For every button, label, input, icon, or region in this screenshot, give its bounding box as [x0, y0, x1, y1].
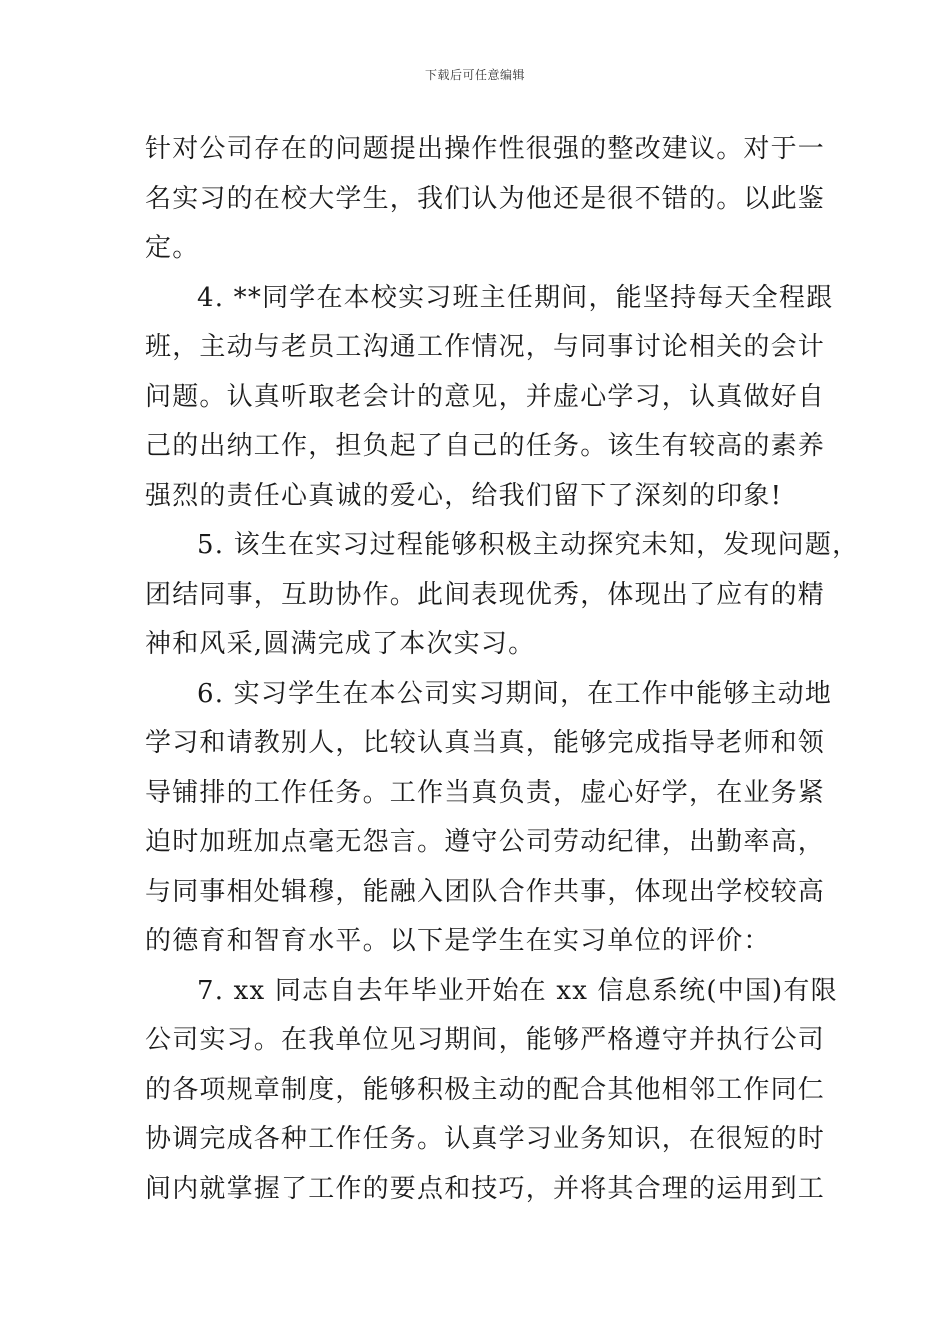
text-line: 名实习的在校大学生，我们认为他还是很不错的。以此鉴	[145, 183, 826, 214]
text-line: 5. 该生在实习过程能够积极主动探究未知，发现问题，	[197, 530, 860, 560]
text-line: 间内就掌握了工作的要点和技巧，并将其合理的运用到工	[145, 1173, 826, 1204]
text-line: 与同事相处辑穆，能融入团队合作共事，体现出学校较高	[145, 876, 826, 907]
text-line: 问题。认真听取老会计的意见，并虚心学习，认真做好自	[145, 381, 826, 412]
text-line: 己的出纳工作，担负起了自己的任务。该生有较高的素养	[145, 431, 826, 461]
text-line: 定。	[145, 233, 200, 263]
text-line: 迫时加班加点毫无怨言。遵守公司劳动纪律，出勤率高，	[145, 827, 826, 857]
text-line: 针对公司存在的问题提出操作性很强的整改建议。对于一	[145, 134, 826, 164]
text-line: 的德育和智育水平。以下是学生在实习单位的评价：	[145, 926, 771, 956]
text-line: 的各项规章制度，能够积极主动的配合其他相邻工作同仁	[145, 1074, 826, 1105]
text-line: 团结同事，互助协作。此间表现优秀，体现出了应有的精	[145, 579, 826, 610]
text-line: 强烈的责任心真诚的爱心，给我们留下了深刻的印象!	[145, 480, 783, 511]
text-line: 协调完成各种工作任务。认真学习业务知识，在很短的时	[145, 1124, 826, 1154]
text-line: 公司实习。在我单位见习期间，能够严格遵守并执行公司	[145, 1025, 826, 1055]
text-line: 班，主动与老员工沟通工作情况，与同事讨论相关的会计	[145, 332, 826, 362]
text-line: 神和风采,圆满完成了本次实习。	[145, 629, 536, 659]
text-line: 6. 实习学生在本公司实习期间，在工作中能够主动地	[197, 678, 833, 709]
text-line: 学习和请教别人，比较认真当真，能够完成指导老师和领	[145, 728, 826, 758]
page-header-note: 下载后可任意编辑	[424, 68, 525, 82]
text-line: 4. **同学在本校实习班主任期间，能坚持每天全程跟	[197, 282, 834, 313]
text-line: 导铺排的工作任务。工作当真负责，虚心好学，在业务紧	[145, 777, 826, 808]
text-line: 7. xx 同志自去年毕业开始在 xx 信息系统(中国)有限	[197, 975, 838, 1006]
document-body	[145, 125, 860, 1214]
